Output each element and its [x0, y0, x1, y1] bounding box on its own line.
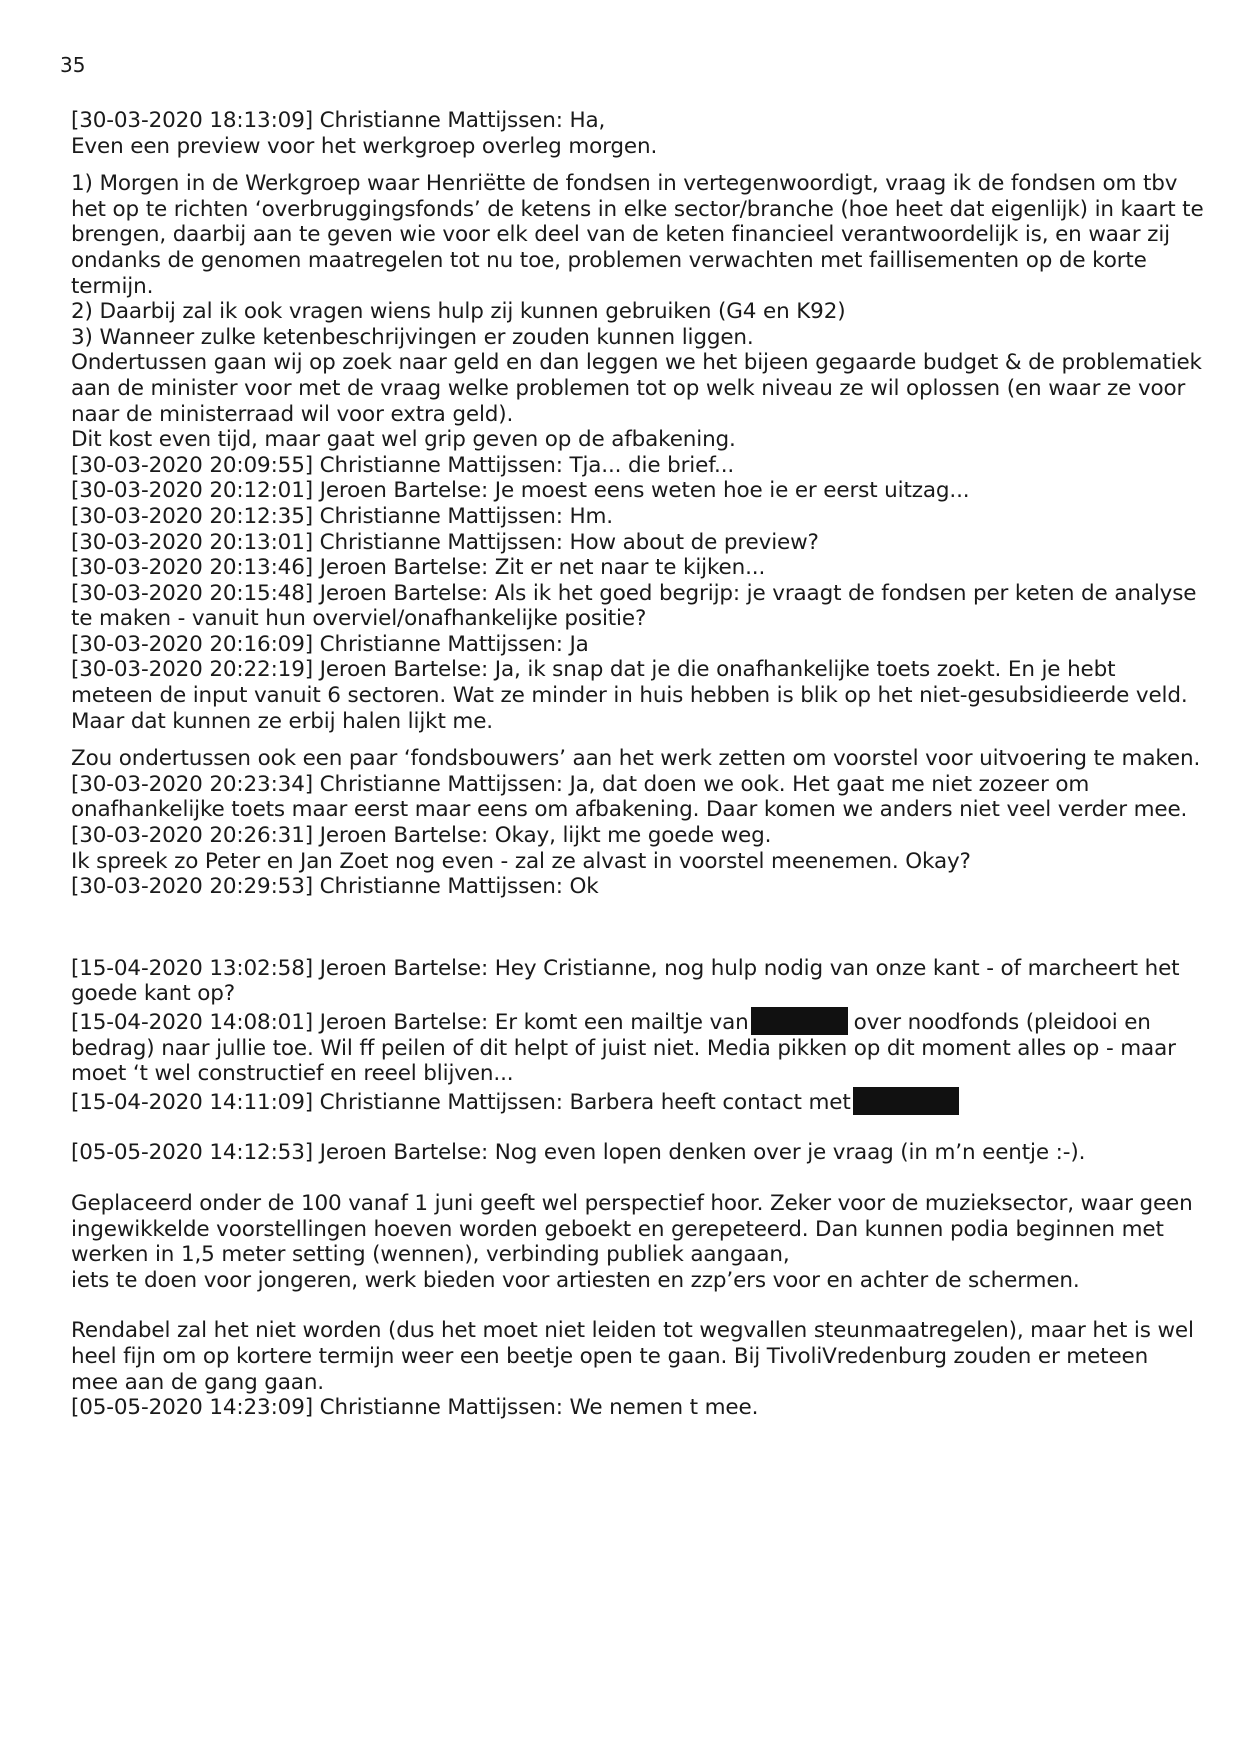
transcript-line: 2) Daarbij zal ik ook vragen wiens hulp zij kunnen gebruiken (G4 en K92): [71, 299, 846, 325]
transcript-line: mee aan de gang gaan.: [71, 1369, 324, 1395]
chat-transcript: [71, 108, 1211, 1421]
transcript-line: aan de minister voor met de vraag welke problemen tot op welk niveau ze wil oplossen (en waar ze voor: [71, 375, 1186, 401]
transcript-line: te maken - vanuit hun overviel/onafhankelijke positie?: [71, 606, 647, 632]
transcript-line: [30-03-2020 20:13:46] Jeroen Bartelse: Zit er net naar te kijken...: [71, 555, 766, 581]
transcript-line: [30-03-2020 20:26:31] Jeroen Bartelse: Okay, lijkt me goede weg.: [71, 823, 772, 849]
transcript-line: het op te richten ‘overbruggingsfonds’ de ketens in elke sector/branche (hoe heet dat eigenlijk) in kaart te: [71, 196, 1204, 222]
transcript-line: Zou ondertussen ook een paar ‘fondsbouwers’ aan het werk zetten om voorstel voor uitvoering te maken.: [71, 746, 1201, 772]
transcript-text: [15-04-2020 14:11:09] Christianne Mattijssen: Barbera heeft contact met: [71, 1089, 851, 1115]
page-number: 35: [60, 53, 86, 77]
block-6: [71, 1191, 1211, 1293]
transcript-line: onafhankelijke toets maar eerst maar eens om afbakening. Daar komen we anders niet veel verder mee.: [71, 797, 1188, 823]
block-5: [71, 1140, 1211, 1166]
transcript-line-with-redaction: [71, 1087, 1211, 1116]
spacer: [71, 734, 1211, 746]
transcript-line-with-redaction: [71, 1007, 1211, 1036]
transcript-line: Even een preview voor het werkgroep overleg morgen.: [71, 133, 658, 159]
transcript-line: meteen de input vanuit 6 sectoren. Wat ze minder in huis hebben is blik op het niet-gesubsidieerde veld.: [71, 683, 1188, 709]
spacer: [71, 159, 1211, 171]
transcript-line: Ik spreek zo Peter en Jan Zoet nog even - zal ze alvast in voorstel meenemen. Okay?: [71, 848, 971, 874]
spacer: [71, 900, 1211, 956]
transcript-line: brengen, daarbij aan te geven wie voor elk deel van de keten financieel verantwoordelijk is, en waar zij: [71, 222, 1170, 248]
transcript-line: Dit kost even tijd, maar gaat wel grip geven op de afbakening.: [71, 427, 736, 453]
block-3: [71, 746, 1211, 900]
transcript-line: iets te doen voor jongeren, werk bieden voor artiesten en zzp’ers voor en achter de schermen.: [71, 1267, 1080, 1293]
transcript-text: [15-04-2020 14:08:01] Jeroen Bartelse: Er komt een mailtje van: [71, 1010, 749, 1035]
transcript-line: Maar dat kunnen ze erbij halen lijkt me.: [71, 708, 493, 734]
transcript-line: moet ‘t wel constructief en reeel blijven...: [71, 1061, 514, 1087]
transcript-line: [05-05-2020 14:12:53] Jeroen Bartelse: Nog even lopen denken over je vraag (in m’n eentje :-).: [71, 1140, 1086, 1166]
transcript-line: 3) Wanneer zulke ketenbeschrijvingen er zouden kunnen liggen.: [71, 324, 754, 350]
transcript-line: ingewikkelde voorstellingen hoeven worden geboekt en gerepeteerd. Dan kunnen podia beginnen met: [71, 1216, 1164, 1242]
transcript-line: [30-03-2020 20:16:09] Christianne Mattijssen: Ja: [71, 631, 589, 657]
block-4: [71, 956, 1211, 1116]
transcript-line: Ondertussen gaan wij op zoek naar geld en dan leggen we het bijeen gegaarde budget & de problematiek: [71, 350, 1202, 376]
transcript-line: [30-03-2020 20:15:48] Jeroen Bartelse: Als ik het goed begrijp: je vraagt de fondsen per keten de analyse: [71, 580, 1197, 606]
transcript-line: [30-03-2020 20:13:01] Christianne Mattijssen: How about de preview?: [71, 529, 819, 555]
transcript-line: Geplaceerd onder de 100 vanaf 1 juni geeft wel perspectief hoor. Zeker voor de muzieksector, waar geen: [71, 1190, 1193, 1216]
transcript-line: Rendabel zal het niet worden (dus het moet niet leiden tot wegvallen steunmaatregelen), maar het is wel: [71, 1318, 1194, 1344]
transcript-line: [30-03-2020 20:12:01] Jeroen Bartelse: Je moest eens weten hoe ie er eerst uitzag...: [71, 478, 970, 504]
transcript-text: over noodfonds (pleidooi en: [853, 1010, 1151, 1035]
transcript-line: [30-03-2020 20:23:34] Christianne Mattijssen: Ja, dat doen we ook. Het gaat me niet zozeer om: [71, 771, 1090, 797]
transcript-line: termijn.: [71, 273, 154, 299]
transcript-line: [30-03-2020 18:13:09] Christianne Mattijssen: Ha,: [71, 108, 606, 133]
transcript-line: 1) Morgen in de Werkgroep waar Henriëtte de fondsen in vertegenwoordigt, vraag ik de fondsen om tbv: [71, 171, 1178, 197]
transcript-line: naar de ministerraad wil voor extra geld).: [71, 401, 514, 427]
block-1: [71, 108, 1211, 159]
transcript-line: [30-03-2020 20:09:55] Christianne Mattijssen: Tja... die brief...: [71, 452, 735, 478]
transcript-line: werken in 1,5 meter setting (wennen), verbinding publiek aangaan,: [71, 1242, 790, 1268]
block-7: [71, 1318, 1211, 1420]
transcript-line: [30-03-2020 20:22:19] Jeroen Bartelse: Ja, ik snap dat je die onafhankelijke toets zoekt. En je hebt: [71, 657, 1116, 683]
transcript-line: goede kant op?: [71, 981, 235, 1007]
transcript-line: [30-03-2020 20:12:35] Christianne Mattijssen: Hm.: [71, 503, 613, 529]
redaction-box: [853, 1087, 959, 1115]
transcript-line: bedrag) naar jullie toe. Wil ff peilen of dit helpt of juist niet. Media pikken op dit moment alles op - maar: [71, 1035, 1176, 1061]
transcript-line: [30-03-2020 20:29:53] Christianne Mattijssen: Ok: [71, 874, 599, 900]
spacer: [71, 1115, 1211, 1140]
redaction-box: [751, 1007, 848, 1035]
spacer: [71, 1293, 1211, 1318]
transcript-line: ondanks de genomen maatregelen tot nu toe, problemen verwachten met faillisementen op de korte: [71, 247, 1147, 273]
block-2: [71, 171, 1211, 734]
transcript-line: [05-05-2020 14:23:09] Christianne Mattijssen: We nemen t mee.: [71, 1395, 759, 1421]
transcript-line: [15-04-2020 13:02:58] Jeroen Bartelse: Hey Cristianne, nog hulp nodig van onze kant - of marcheert het: [71, 955, 1180, 981]
transcript-line: heel fijn om op kortere termijn weer een beetje open te gaan. Bij TivoliVredenburg zouden er meteen: [71, 1343, 1149, 1369]
spacer: [71, 1166, 1211, 1191]
